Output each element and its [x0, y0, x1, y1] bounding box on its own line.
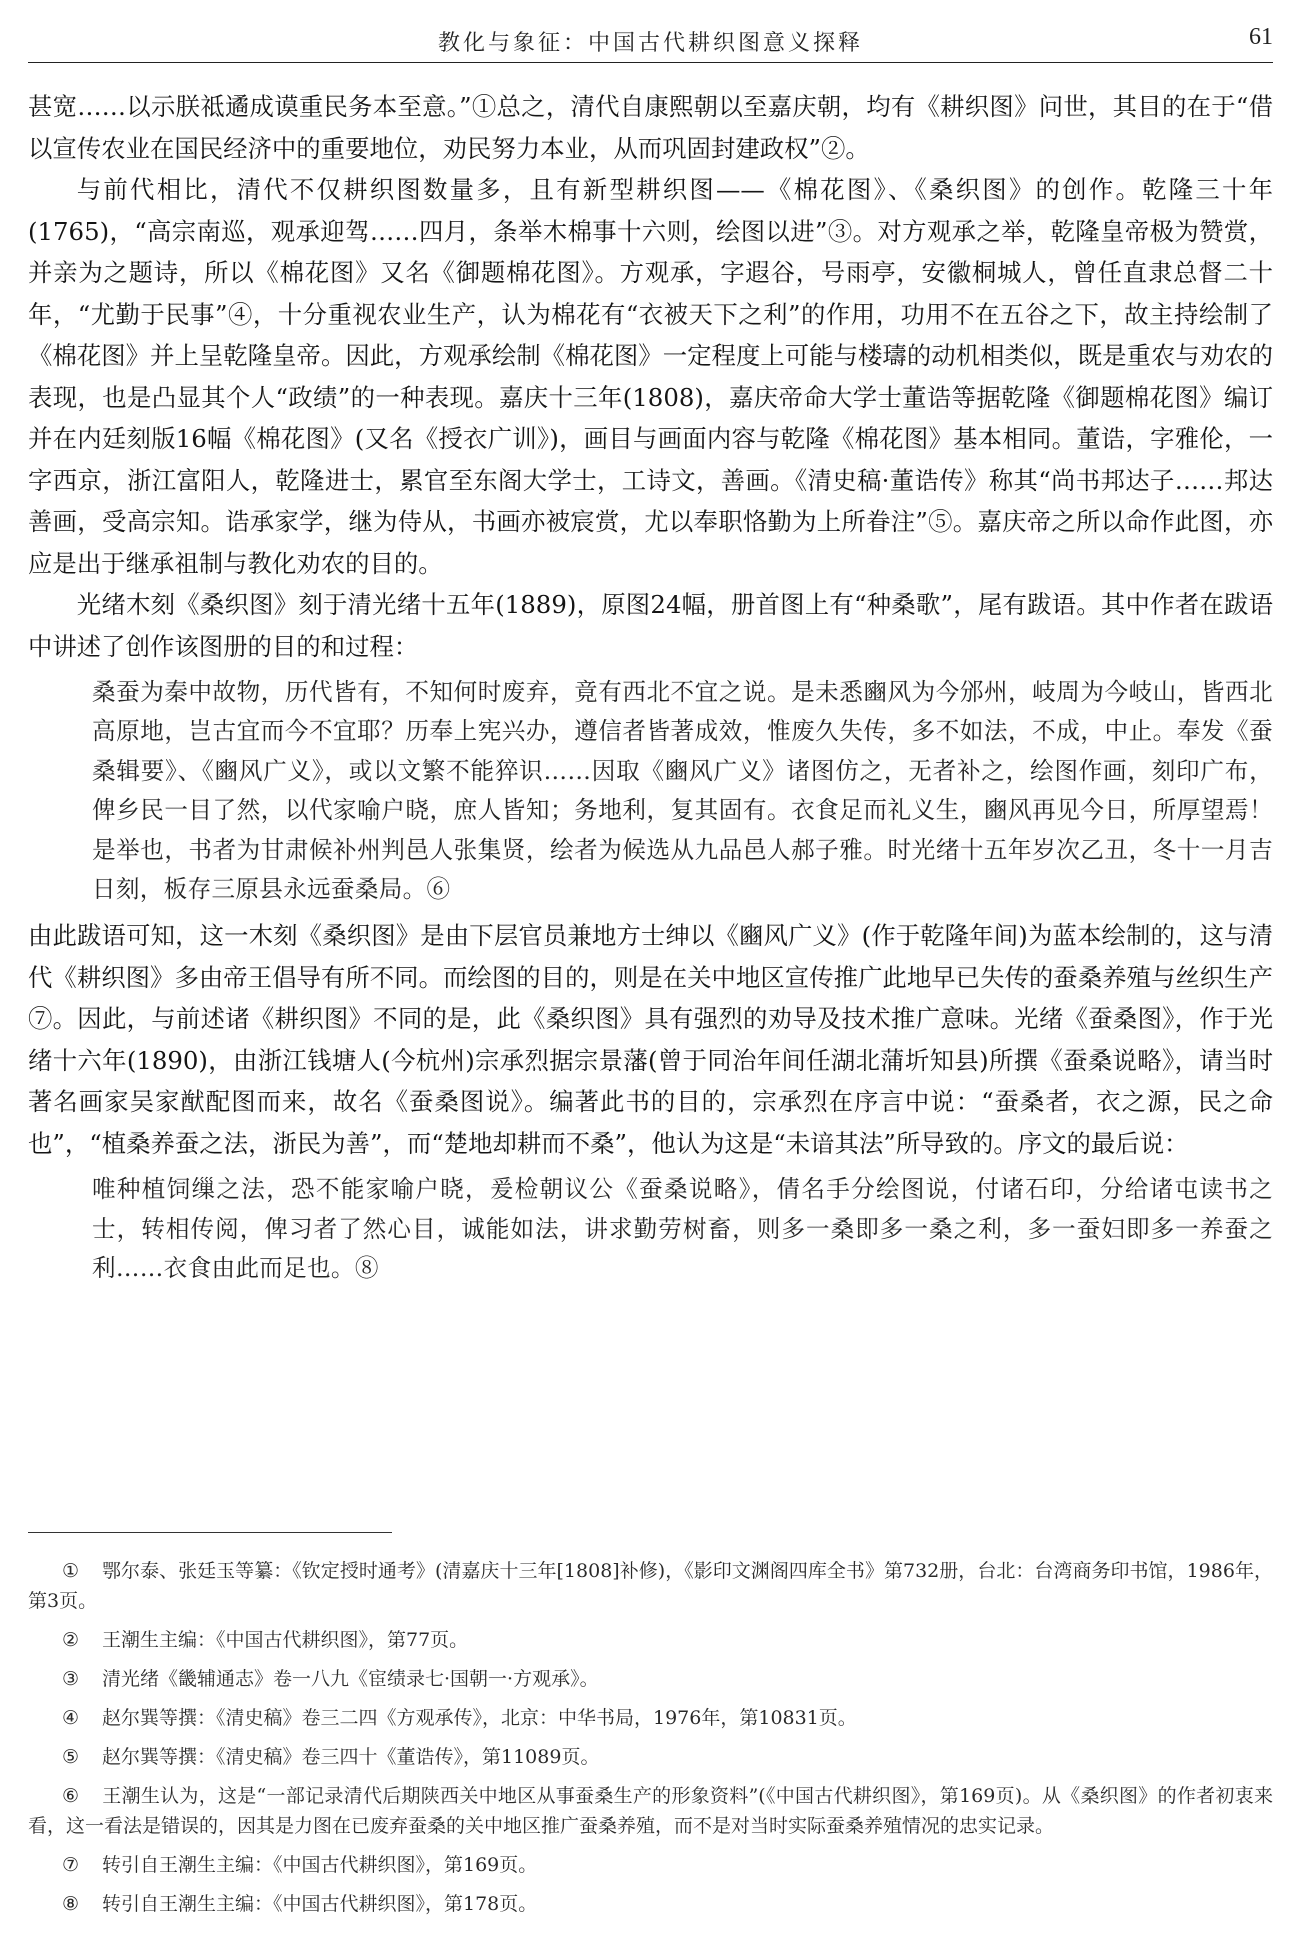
- footnote-item: [28, 1625, 1273, 1655]
- footnote-text: 清光绪《畿辅通志》卷一八九《宦绩录七·国朝一·方观承》。: [102, 1668, 599, 1690]
- footnote-text: 王潮生认为，这是“一部记录清代后期陕西关中地区从事蚕桑生产的形象资料”(《中国古代耕织图》，第169页)。从《桑织图》的作者初衷来看，这一看法是错误的，因其是力图在已废弃蚕桑的关中地区推广蚕桑养殖，而不是对当时实际蚕桑养殖情况的忠实记录。: [28, 1785, 1273, 1837]
- footnote-text: 鄂尔泰、张廷玉等纂：《钦定授时通考》(清嘉庆十三年[1808]补修)，《影印文渊阁四库全书》第732册，台北：台湾商务印书馆，1986年，第3页。: [28, 1560, 1273, 1612]
- main-text: [28, 86, 1273, 1295]
- footnote-mark: ⑥: [62, 1785, 80, 1807]
- paragraph-colophon-analysis: 由此跋语可知，这一木刻《桑织图》是由下层官员兼地方士绅以《豳风广义》(作于乾隆年间)为蓝本绘制的，这与清代《耕织图》多由帝王倡导有所不同。而绘图的目的，则是在关中地区宣传推广此地早已失传的蚕桑养殖与丝织生产⑦。因此，与前述诸《耕织图》不同的是，此《桑织图》具有强烈的劝导及技术推广意味。光绪《蚕桑图》，作于光绪十六年(1890)，由浙江钱塘人(今杭州)宗承烈据宗景藩(曾于同治年间任湖北蒲圻知县)所撰《蚕桑说略》，请当时著名画家吴家猷配图而来，故名《蚕桑图说》。编著此书的目的，宗承烈在序言中说：“蚕桑者，衣之源，民之命也”，“植桑养蚕之法，浙民为善”，而“楚地却耕而不桑”，他认为这是“未谙其法”所导致的。序文的最后说：: [28, 921, 1273, 1158]
- paragraph-qing-cotton-charts: 与前代相比，清代不仅耕织图数量多，且有新型耕织图——《棉花图》、《桑织图》的创作。乾隆三十年(1765)，“高宗南巡，观承迎驾……四月，条举木棉事十六则，绘图以进”③。对方观承之举，乾隆皇帝极为赞赏，并亲为之题诗，所以《棉花图》又名《御题棉花图》。方观承，字遐谷，号雨亭，安徽桐城人，曾任直隶总督二十年，“尤勤于民事”④，十分重视农业生产，认为棉花有“衣被天下之利”的作用，功用不在五谷之下，故主持绘制了《棉花图》并上呈乾隆皇帝。因此，方观承绘制《棉花图》一定程度上可能与楼璹的动机相类似，既是重农与劝农的表现，也是凸显其个人“政绩”的一种表现。嘉庆十三年(1808)，嘉庆帝命大学士董诰等据乾隆《御题棉花图》编订并在内廷刻版16幅《棉花图》(又名《授衣广训》)，画目与画面内容与乾隆《棉花图》基本相同。董诰，字雅伦，一字西京，浙江富阳人，乾隆进士，累官至东阁大学士，工诗文，善画。《清史稿·董诰传》称其“尚书邦达子……邦达善画，受高宗知。诰承家学，继为侍从，书画亦被宸赏，尤以奉职恪勤为上所眷注”⑤。嘉庆帝之所以命作此图，亦应是出于继承祖制与教化劝农的目的。: [28, 175, 1273, 578]
- paragraph-guangxu-woodcut: 光绪木刻《桑织图》刻于清光绪十五年(1889)，原图24幅，册首图上有“种桑歌”，尾有跋语。其中作者在跋语中讲述了创作该图册的目的和过程：: [28, 590, 1273, 661]
- footnote-text: 赵尔巽等撰：《清史稿》卷三二四《方观承传》，北京：中华书局，1976年，第10831页。: [102, 1707, 857, 1729]
- journal-page: [28, 0, 1273, 1949]
- footnotes: [28, 1556, 1273, 1928]
- footnote-mark: ②: [62, 1629, 80, 1651]
- footnote-item: [28, 1703, 1273, 1733]
- footnote-item: [28, 1850, 1273, 1880]
- footnote-mark: ⑤: [62, 1746, 80, 1768]
- footnote-text: 转引自王潮生主编：《中国古代耕织图》，第178页。: [102, 1893, 538, 1915]
- footnote-mark: ④: [62, 1707, 80, 1729]
- block-quote-preface: 唯种植饲缫之法，恐不能家喻户晓，爰检朝议公《蚕桑说略》，倩名手分绘图说，付诸石印，分给诸屯读书之士，转相传阅，俾习者了然心目，诚能如法，讲求勤劳树畜，则多一桑即多一桑之利，多一蚕妇即多一养蚕之利……衣食由此而足也。⑧: [92, 1175, 1273, 1283]
- footnote-item: [28, 1556, 1273, 1616]
- footnote-item: [28, 1781, 1273, 1841]
- footnote-mark: ③: [62, 1668, 80, 1690]
- footnote-divider: [28, 1532, 392, 1533]
- footnote-item: [28, 1742, 1273, 1772]
- running-header: [28, 18, 1273, 63]
- footnote-item: [28, 1664, 1273, 1694]
- footnote-mark: ⑦: [62, 1854, 80, 1876]
- footnote-text: 转引自王潮生主编：《中国古代耕织图》，第169页。: [102, 1854, 538, 1876]
- page-number: 61: [1249, 24, 1273, 50]
- footnote-text: 赵尔巽等撰：《清史稿》卷三四十《董诰传》，第11089页。: [102, 1746, 600, 1768]
- footnote-mark: ⑧: [62, 1893, 80, 1915]
- running-title: 教化与象征：中国古代耕织图意义探释: [437, 31, 863, 56]
- block-quote-colophon: 桑蚕为秦中故物，历代皆有，不知何时废弃，竟有西北不宜之说。是未悉豳风为今邠州，岐周为今岐山，皆西北高原地，岂古宜而今不宜耶？历奉上宪兴办，遵信者皆著成效，惟废久失传，多不如法，不成，中止。奉发《蚕桑辑要》、《豳风广义》，或以文繁不能猝识……因取《豳风广义》诸图仿之，无者补之，绘图作画，刻印广布，俾乡民一目了然，以代家喻户晓，庶人皆知；务地利，复其固有。衣食足而礼义生，豳风再见今日，所厚望焉！是举也，书者为甘肃候补州判邑人张集贤，绘者为候选从九品邑人郝子雅。时光绪十五年岁次乙丑，冬十一月吉日刻，板存三原县永远蚕桑局。⑥: [92, 678, 1273, 904]
- footnote-text: 王潮生主编：《中国古代耕织图》，第77页。: [102, 1629, 469, 1651]
- footnote-item: [28, 1889, 1273, 1919]
- footnote-mark: ①: [62, 1560, 80, 1582]
- paragraph-continued: 甚宽……以示朕祗遹成谟重民务本至意。”①总之，清代自康熙朝以至嘉庆朝，均有《耕织图》问世，其目的在于“借以宣传农业在国民经济中的重要地位，劝民努力本业，从而巩固封建政权”②。: [28, 92, 1273, 163]
